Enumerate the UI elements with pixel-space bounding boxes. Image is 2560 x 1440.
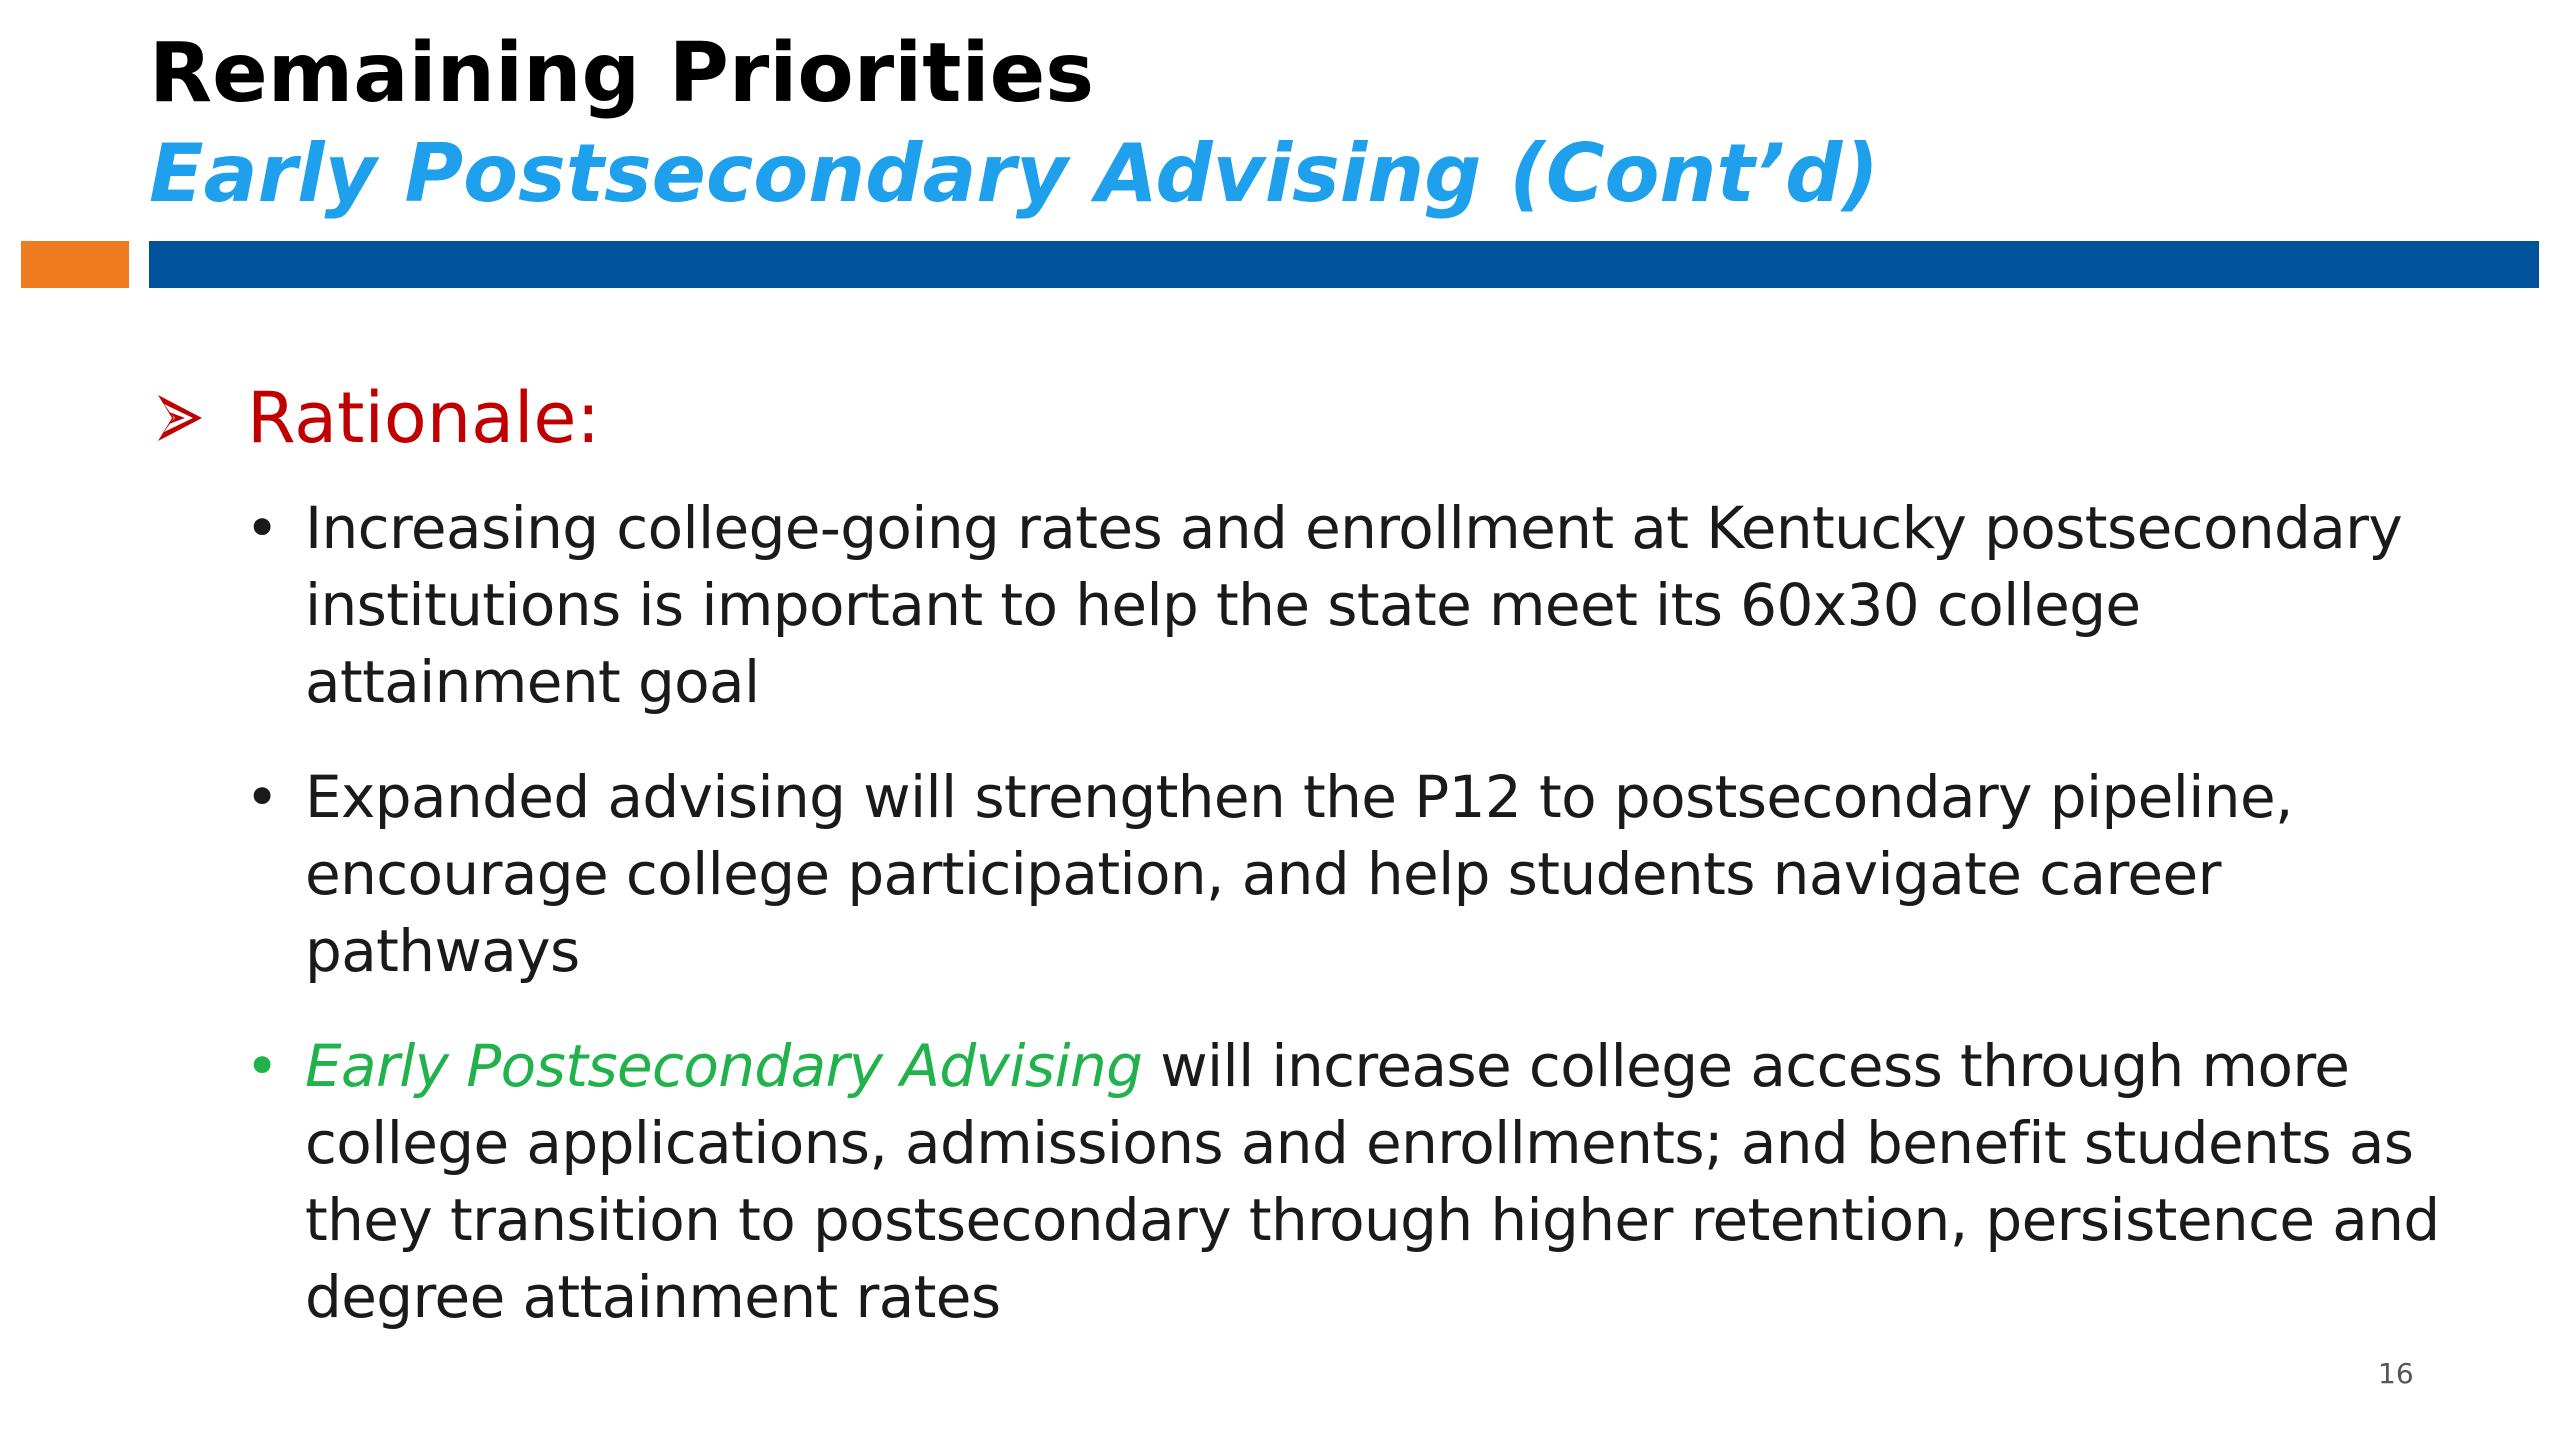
bullet-dot-icon: •	[245, 494, 279, 562]
bullet-text: Expanded advising will strengthen the P12 to postsecondary pipeline, encourage college participation, and help students navigate career pathways	[305, 763, 2293, 985]
list-item	[245, 1028, 2465, 1336]
bullet-text: Increasing college-going rates and enrollment at Kentucky postsecondary institutions is important to help the state meet its 60x30 college attainment goal	[305, 494, 2403, 716]
slide-title: Remaining Priorities	[149, 26, 1095, 121]
list-item	[245, 759, 2465, 990]
rationale-label: Rationale:	[247, 377, 601, 459]
accent-bar-orange	[21, 241, 129, 288]
arrow-right-icon	[155, 392, 205, 444]
slide-subtitle: Early Postsecondary Advising (Cont’d)	[149, 127, 1879, 220]
highlight-term: Early Postsecondary Advising	[305, 1032, 1143, 1100]
list-item	[245, 490, 2465, 721]
bullet-text: will increase college access through more college applications, admissions and enrollments; and benefit students as they transition to postsecondary through higher retention, persistence and degree attainment rates	[305, 1032, 2440, 1331]
page-number: 16	[2378, 1357, 2414, 1390]
accent-bar-blue	[149, 241, 2539, 288]
bullet-dot-icon: •	[245, 1032, 279, 1100]
bullet-dot-icon: •	[245, 763, 279, 831]
rationale-bullet-list	[245, 490, 2465, 1374]
rationale-heading	[155, 373, 600, 463]
